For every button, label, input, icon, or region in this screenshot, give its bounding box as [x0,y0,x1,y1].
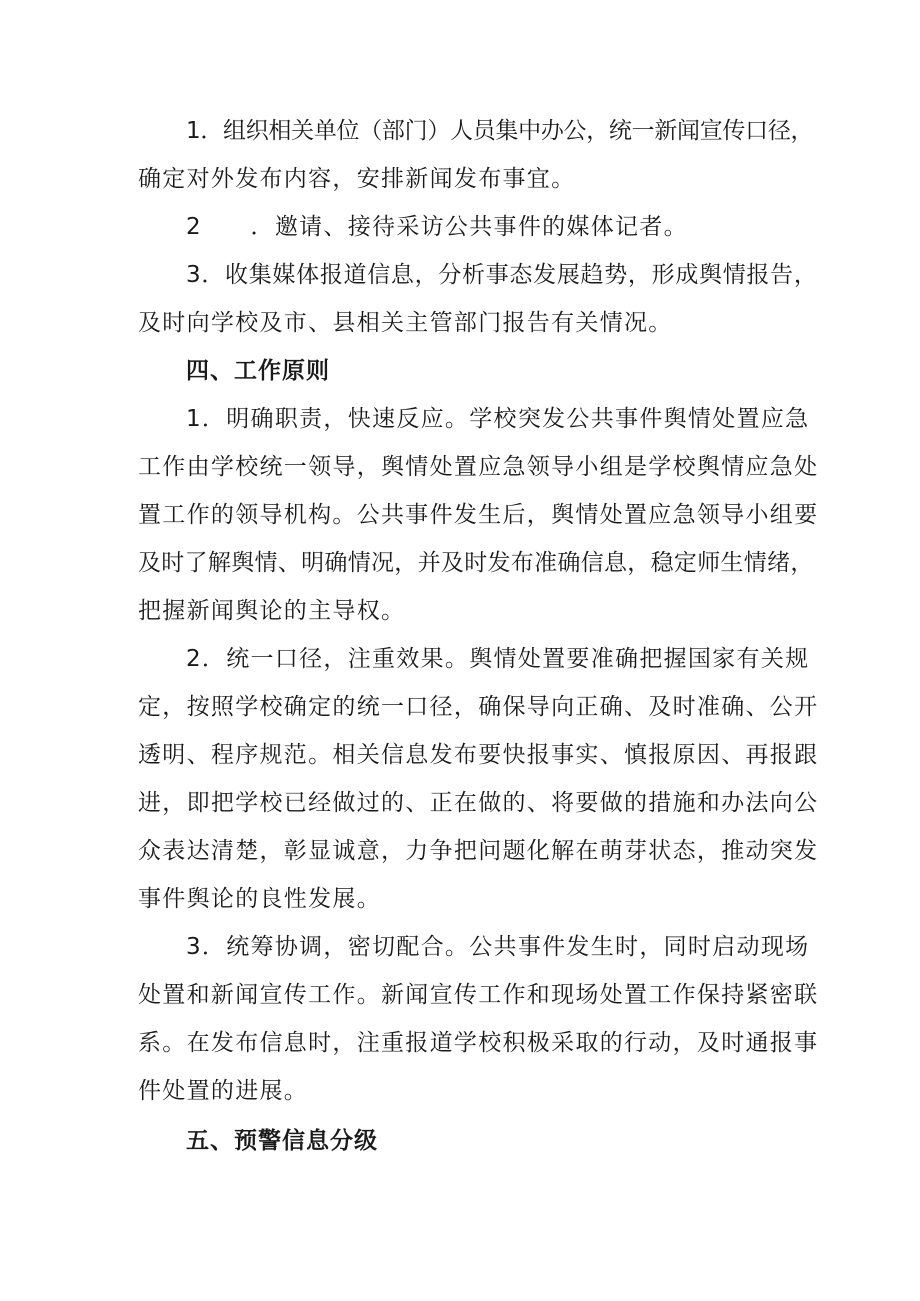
paragraph-line: 众表达清楚，彰显诚意，力争把问题化解在萌芽状态，推动突发 [138,838,819,864]
paragraph-line: 处置和新闻宣传工作。新闻宣传工作和现场处置工作保持紧密联 [138,982,819,1008]
paragraph-line: 3．统筹协调，密切配合。公共事件发生时，同时启动现场 [186,934,810,960]
paragraph-line: 及时了解舆情、明确情况，并及时发布准确信息，稳定师生情绪， [138,550,814,576]
paragraph-line: 3．收集媒体报道信息，分析事态发展趋势，形成舆情报告， [186,262,818,288]
paragraph-line: 定，按照学校确定的统一口径，确保导向正确、及时准确、公开 [138,694,819,720]
paragraph-line: 把握新闻舆论的主导权。 [138,598,406,624]
section-heading: 五、预警信息分级 [186,1128,378,1154]
paragraph-line: 确定对外发布内容，安排新闻发布事宜。 [138,166,576,192]
paragraph-line: 透明、程序规范。相关信息发布要快报事实、慎报原因、再报跟 [138,742,819,768]
paragraph-line: 1．明确职责，快速反应。学校突发公共事件舆情处置应急 [186,406,810,432]
paragraph-line: 2．统一口径，注重效果。舆情处置要准确把握国家有关规 [186,646,810,672]
paragraph-line: 置工作的领导机构。公共事件发生后，舆情处置应急领导小组要 [138,502,819,528]
paragraph-line: 2 ．邀请、接待采访公共事件的媒体记者。 [186,214,688,240]
paragraph-line: 工作由学校统一领导，舆情处置应急领导小组是学校舆情应急处 [138,454,819,480]
paragraph-line: 件处置的进展。 [138,1078,309,1104]
paragraph-line: 系。在发布信息时，注重报道学校积极采取的行动，及时通报事 [138,1030,819,1056]
paragraph-line: 及时向学校及市、县相关主管部门报告有关情况。 [138,310,673,336]
paragraph-line: 事件舆论的良性发展。 [138,886,381,912]
section-heading: 四、工作原则 [186,358,330,384]
paragraph-line: 进，即把学校已经做过的、正在做的、将要做的措施和办法向公 [138,790,819,816]
paragraph-line: 1．组织相关单位（部门）人员集中办公，统一新闻宣传口径， [186,118,814,144]
